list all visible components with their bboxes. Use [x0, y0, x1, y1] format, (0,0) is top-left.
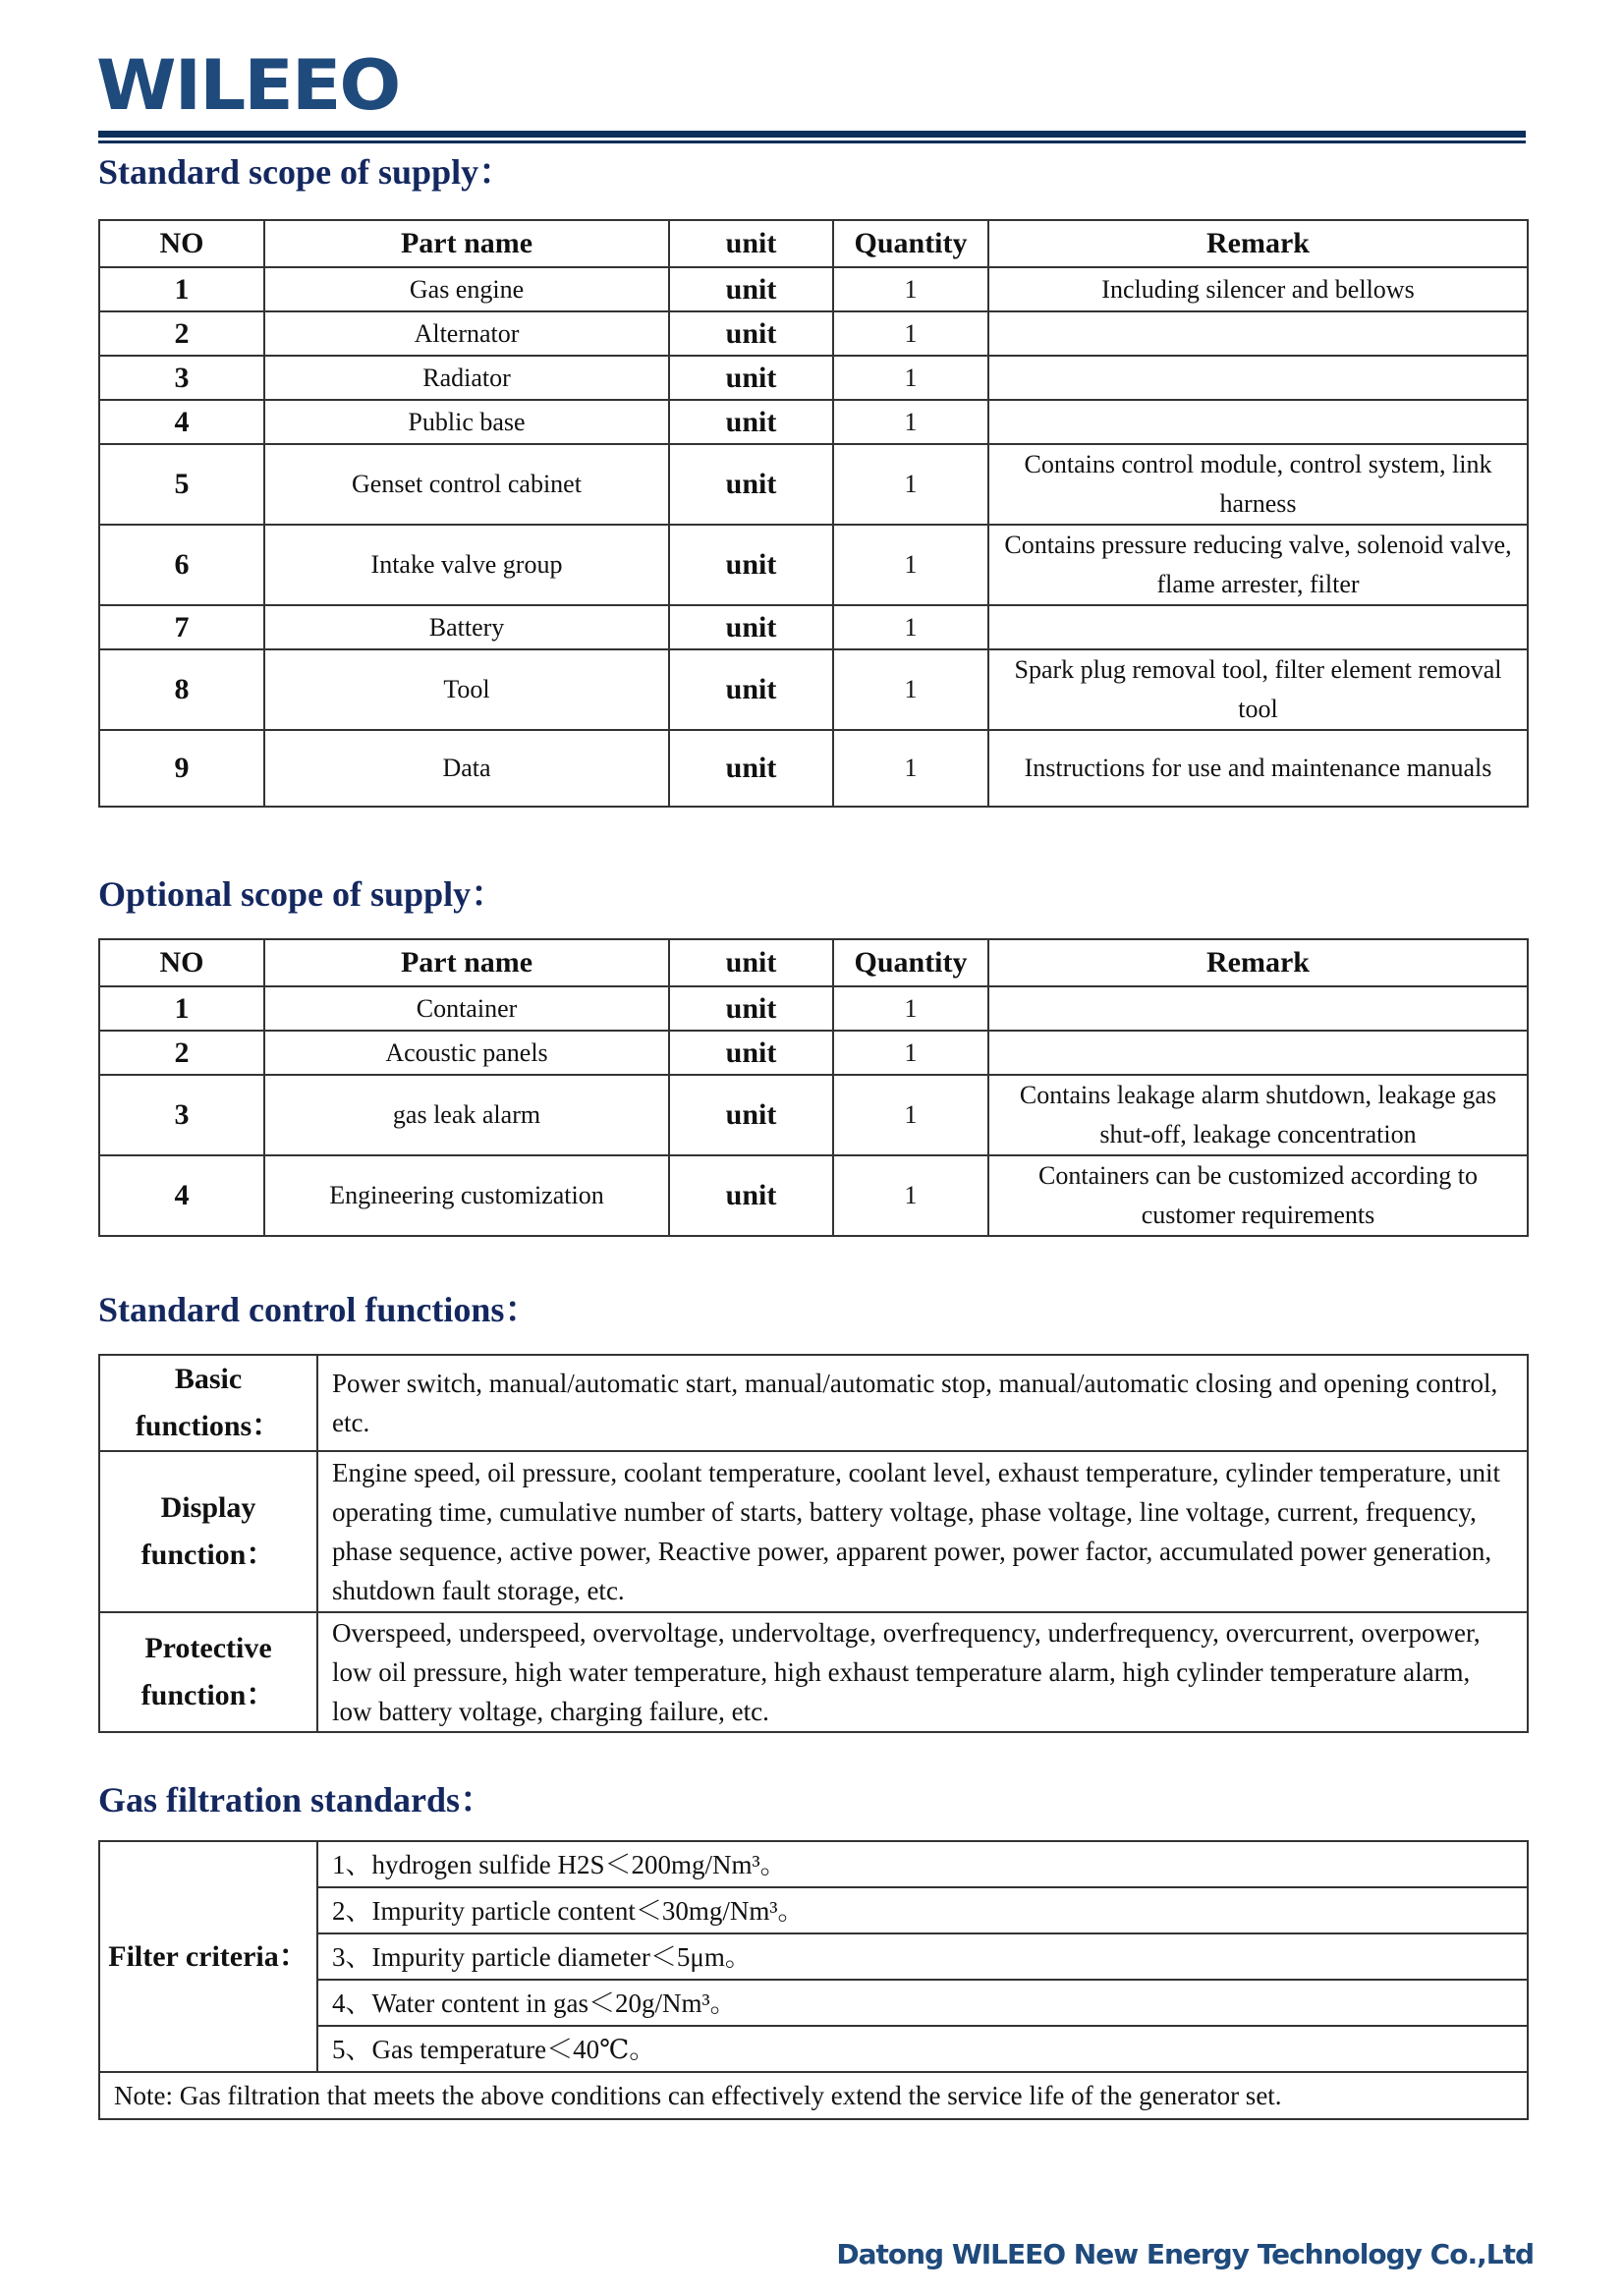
column-header-no: NO — [99, 939, 264, 986]
cell-no: 6 — [99, 525, 264, 605]
table-row — [99, 1612, 1528, 1732]
cell-remark: Contains leakage alarm shutdown, leakage gas shut-off, leakage concentration — [988, 1075, 1528, 1155]
cell-unit: unit — [669, 444, 833, 525]
column-header-remark: Remark — [988, 220, 1528, 267]
table-row — [99, 1451, 1528, 1612]
cell-remark — [988, 356, 1528, 400]
cell-quantity: 1 — [833, 1075, 988, 1155]
column-header-quantity: Quantity — [833, 939, 988, 986]
cell-quantity: 1 — [833, 1031, 988, 1075]
cell-part-name: Data — [264, 730, 669, 807]
cell-unit: unit — [669, 356, 833, 400]
section-title-gas-filtration: Gas filtration standards： — [98, 1780, 496, 1820]
table-row — [99, 605, 1528, 649]
function-text-protective: Overspeed, underspeed, overvoltage, undervoltage, overfrequency, underfrequency, overcurrent, overpower, low oil pressure, high water temperature, high exhaust temperature alarm, high cylinder temperature alarm, low battery voltage, charging failure, etc. — [317, 1612, 1528, 1732]
cell-part-name: Acoustic panels — [264, 1031, 669, 1075]
cell-remark: Containers can be customized according to customer requirements — [988, 1155, 1528, 1236]
cell-part-name: Radiator — [264, 356, 669, 400]
cell-no: 4 — [99, 400, 264, 444]
table-row — [99, 986, 1528, 1031]
function-label-basic: Basic functions： — [99, 1355, 317, 1451]
header-rule-thin — [98, 140, 1526, 143]
company-logo: WILEEO — [96, 45, 400, 126]
function-text-basic: Power switch, manual/automatic start, manual/automatic stop, manual/automatic closing and opening control, etc. — [317, 1355, 1528, 1451]
section-title-standard-supply: Standard scope of supply： — [98, 152, 515, 192]
cell-no: 8 — [99, 649, 264, 730]
cell-quantity: 1 — [833, 1155, 988, 1236]
cell-part-name: Container — [264, 986, 669, 1031]
cell-remark — [988, 1031, 1528, 1075]
cell-part-name: Public base — [264, 400, 669, 444]
cell-remark — [988, 605, 1528, 649]
cell-quantity: 1 — [833, 444, 988, 525]
table-row — [99, 1155, 1528, 1236]
section-title-control-functions: Standard control functions： — [98, 1290, 540, 1329]
cell-no: 3 — [99, 356, 264, 400]
table-row — [99, 730, 1528, 807]
cell-quantity: 1 — [833, 986, 988, 1031]
standard-supply-table — [98, 219, 1529, 808]
cell-unit: unit — [669, 525, 833, 605]
cell-quantity: 1 — [833, 525, 988, 605]
table-row — [99, 2072, 1528, 2119]
cell-quantity: 1 — [833, 649, 988, 730]
cell-unit: unit — [669, 986, 833, 1031]
cell-quantity: 1 — [833, 400, 988, 444]
cell-remark: Instructions for use and maintenance manuals — [988, 730, 1528, 807]
cell-remark — [988, 986, 1528, 1031]
cell-unit: unit — [669, 1075, 833, 1155]
company-footer: Datong WILEEO New Energy Technology Co.,Ltd — [836, 2238, 1534, 2270]
cell-no: 9 — [99, 730, 264, 807]
table-row — [99, 311, 1528, 356]
table-row — [99, 1841, 1528, 1887]
cell-part-name: Tool — [264, 649, 669, 730]
function-label-display: Display function： — [99, 1451, 317, 1612]
column-header-part-name: Part name — [264, 939, 669, 986]
cell-remark: Spark plug removal tool, filter element removal tool — [988, 649, 1528, 730]
cell-unit: unit — [669, 1031, 833, 1075]
gas-filtration-table — [98, 1840, 1529, 2120]
cell-part-name: Genset control cabinet — [264, 444, 669, 525]
column-header-unit: unit — [669, 220, 833, 267]
cell-remark: Contains pressure reducing valve, solenoid valve, flame arrester, filter — [988, 525, 1528, 605]
cell-quantity: 1 — [833, 267, 988, 311]
cell-no: 2 — [99, 311, 264, 356]
criterion-item: 5、Gas temperature＜40℃。 — [317, 2026, 1528, 2072]
cell-unit: unit — [669, 311, 833, 356]
cell-part-name: gas leak alarm — [264, 1075, 669, 1155]
cell-quantity: 1 — [833, 605, 988, 649]
column-header-unit: unit — [669, 939, 833, 986]
cell-remark — [988, 400, 1528, 444]
table-row — [99, 1075, 1528, 1155]
cell-remark: Including silencer and bellows — [988, 267, 1528, 311]
cell-unit: unit — [669, 267, 833, 311]
cell-remark: Contains control module, control system, link harness — [988, 444, 1528, 525]
criterion-item: 1、hydrogen sulfide H2S＜200mg/Nm³。 — [317, 1841, 1528, 1887]
table-row — [99, 356, 1528, 400]
section-title-optional-supply: Optional scope of supply： — [98, 874, 507, 914]
cell-quantity: 1 — [833, 730, 988, 807]
column-header-no: NO — [99, 220, 264, 267]
cell-unit: unit — [669, 605, 833, 649]
table-row — [99, 400, 1528, 444]
function-label-protective: Protective function： — [99, 1612, 317, 1732]
cell-part-name: Engineering customization — [264, 1155, 669, 1236]
table-header-row — [99, 220, 1528, 267]
cell-quantity: 1 — [833, 356, 988, 400]
column-header-quantity: Quantity — [833, 220, 988, 267]
cell-no: 2 — [99, 1031, 264, 1075]
control-functions-table — [98, 1354, 1529, 1733]
cell-remark — [988, 311, 1528, 356]
optional-supply-table — [98, 938, 1529, 1237]
table-row — [99, 444, 1528, 525]
criterion-item: 4、Water content in gas＜20g/Nm³。 — [317, 1980, 1528, 2026]
criterion-item: 3、Impurity particle diameter＜5μm。 — [317, 1933, 1528, 1980]
criterion-item: 2、Impurity particle content＜30mg/Nm³。 — [317, 1887, 1528, 1933]
cell-part-name: Gas engine — [264, 267, 669, 311]
table-row — [99, 267, 1528, 311]
filtration-note: Note: Gas filtration that meets the above conditions can effectively extend the service life of the generator set. — [99, 2072, 1528, 2119]
cell-no: 5 — [99, 444, 264, 525]
cell-quantity: 1 — [833, 311, 988, 356]
cell-no: 3 — [99, 1075, 264, 1155]
cell-no: 1 — [99, 986, 264, 1031]
cell-unit: unit — [669, 649, 833, 730]
header-rule-thick — [98, 131, 1526, 138]
cell-part-name: Battery — [264, 605, 669, 649]
cell-no: 7 — [99, 605, 264, 649]
cell-unit: unit — [669, 400, 833, 444]
cell-no: 4 — [99, 1155, 264, 1236]
table-row — [99, 1355, 1528, 1451]
table-row — [99, 649, 1528, 730]
function-text-display: Engine speed, oil pressure, coolant temperature, coolant level, exhaust temperature, cylinder temperature, unit operating time, cumulative number of starts, battery voltage, phase voltage, line voltage, current, frequency, phase sequence, active power, Reactive power, apparent power, power factor, accumulated power generation, shutdown fault storage, etc. — [317, 1451, 1528, 1612]
cell-unit: unit — [669, 730, 833, 807]
column-header-remark: Remark — [988, 939, 1528, 986]
cell-unit: unit — [669, 1155, 833, 1236]
table-row — [99, 1031, 1528, 1075]
filter-criteria-label: Filter criteria： — [99, 1841, 317, 2072]
cell-no: 1 — [99, 267, 264, 311]
cell-part-name: Intake valve group — [264, 525, 669, 605]
cell-part-name: Alternator — [264, 311, 669, 356]
table-row — [99, 525, 1528, 605]
table-header-row — [99, 939, 1528, 986]
column-header-part-name: Part name — [264, 220, 669, 267]
